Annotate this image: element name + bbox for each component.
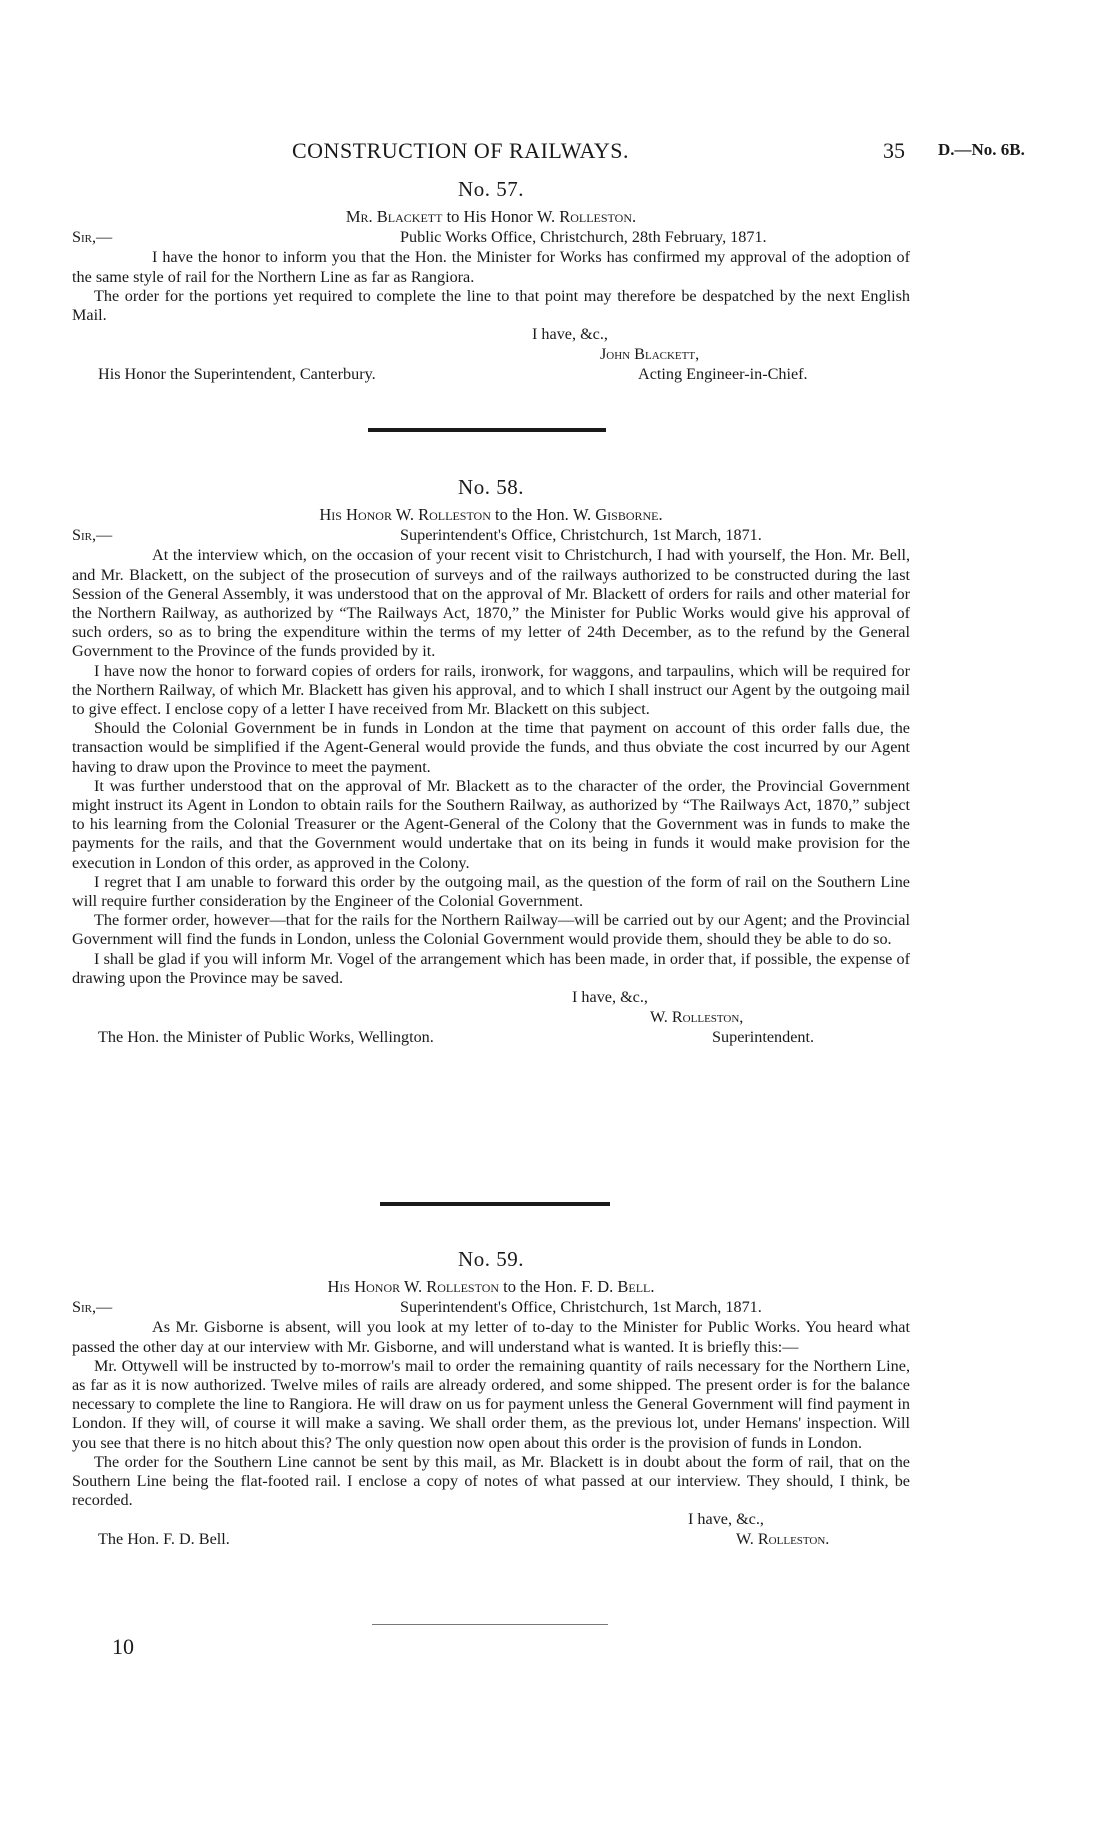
letter-from: His Honor W. Rolleston <box>327 1277 500 1297</box>
running-title: CONSTRUCTION OF RAILWAYS. <box>292 138 630 163</box>
closing: I have, &c., <box>532 325 608 344</box>
signature-block <box>72 988 910 1008</box>
paragraph: I shall be glad if you will inform Mr. Vogel of the arrangement which has been made, in order that, if possible, the expense of drawing upon the Province may be saved. <box>72 949 910 987</box>
paragraph: Mr. Ottywell will be instructed by to-morrow's mail to order the remaining quantity of rails necessary for the Northern Line, as far as it is now authorized. Twelve miles of rails are already ordered, and some shipped. The present order is for the balance necessary to complete the line to Rangiora. He will draw on us for payment unless the General Government will find payment in London. If they will, of course it will make a saving. We shall order them, as the previous lot, under Hemans' inspection. Will you see that there is no hitch about this? The only question now open about this order is the provision of funds in London. <box>72 1356 910 1452</box>
signatory-title: Superintendent. <box>712 1028 815 1047</box>
dateline: Superintendent's Office, Christchurch, 1st March, 1871. <box>400 526 762 545</box>
signatory: W. Rolleston, <box>650 1008 744 1027</box>
signature-folio: 10 <box>112 1634 134 1659</box>
signature-line <box>72 345 910 365</box>
letter-58 <box>72 475 910 1048</box>
running-header <box>0 138 1114 168</box>
letter-59 <box>72 1247 910 1550</box>
paragraph: I have the honor to inform you that the Hon. the Minister for Works has confirmed my approval of the adoption of the same style of rail for the Northern Line as far as Rangiora. <box>72 248 910 286</box>
salutation: Sir,— <box>72 228 113 247</box>
bottom-rule <box>372 1624 608 1625</box>
paragraph: The former order, however—that for the rails for the Northern Railway—will be carried out by our Agent; and the Provincial Government will find the funds in London, unless the Colonial Government would provide them, should they be able to do so. <box>72 911 910 949</box>
letter-to: W. Gisborne. <box>572 505 663 525</box>
signature-line <box>72 1008 910 1028</box>
paragraph: The order for the Southern Line cannot be sent by this mail, as Mr. Blackett is in doubt about the form of rail, that on the Southern Line being the flat-footed rail. I enclose a copy of notes of what passed at our interview. They should, I think, be recorded. <box>72 1452 910 1510</box>
letter-57 <box>72 177 910 385</box>
addressee-line <box>72 1028 910 1048</box>
addressee-line <box>72 1530 910 1550</box>
letter-connector: to the Hon. <box>495 505 569 525</box>
paragraph: At the interview which, on the occasion of your recent visit to Christchurch, I had with yourself, the Hon. Mr. Bell, and Mr. Blackett, on the subject of the prosecution of surveys and of the railways authorized to be constructed during the last Session of the General Assembly, it was understood that on the approval of Mr. Blackett of orders for rails and other material for the Northern Railway, as authorized by “The Railways Act, 1870,” the Minister for Public Works would give his approval of such orders, so as to bring the expenditure within the terms of my letter of 24th December, as to the refund by the General Government to the Province of the funds provided by it. <box>72 546 910 661</box>
addressee-line <box>72 365 910 385</box>
letter-number: No. 57. <box>458 177 524 201</box>
letter-route <box>72 505 910 524</box>
closing: I have, &c., <box>688 1510 764 1529</box>
addressee: His Honor the Superintendent, Canterbury. <box>98 365 376 384</box>
paragraph: I have now the honor to forward copies of orders for rails, ironwork, for waggons, and tarpaulins, which will be required for the Northern Railway, of which Mr. Blackett has given his approval, and to which I shall instruct our Agent by the outgoing mail to give effect. I enclose copy of a letter I have received from Mr. Blackett on this subject. <box>72 661 910 719</box>
letter-connector: to the Hon. <box>503 1277 577 1297</box>
salutation-row <box>72 1298 910 1318</box>
signatory: John Blackett, <box>600 345 700 364</box>
letter-connector: to His Honor <box>446 207 533 227</box>
letter-route <box>72 207 910 226</box>
section-divider <box>380 1202 610 1206</box>
signature-block <box>72 325 910 345</box>
page-number: 35 <box>883 138 905 163</box>
addressee: The Hon. the Minister of Public Works, Wellington. <box>98 1028 434 1047</box>
paragraph: I regret that I am unable to forward this order by the outgoing mail, as the question of the form of rail on the Southern Line will require further consideration by the Engineer of the Colonial Government. <box>72 872 910 911</box>
letter-number: No. 59. <box>458 1247 524 1271</box>
section-divider <box>368 428 606 432</box>
dateline: Superintendent's Office, Christchurch, 1st March, 1871. <box>400 1298 762 1317</box>
letter-from: Mr. Blackett <box>345 207 443 227</box>
salutation-row <box>72 526 910 546</box>
paragraph: It was further understood that on the approval of Mr. Blackett as to the character of the order, the Provincial Government might instruct its Agent in London to obtain rails for the Southern Railway, as authorized by “The Railways Act, 1870,” subject to his learning from the Colonial Treasurer or the Agent-General of the Colony that the Government was in funds to make the payments for the rails, and that the Government would undertake that on its being in funds it would make provision for the execution in London of this order, as approved in the Colony. <box>72 776 910 872</box>
addressee: The Hon. F. D. Bell. <box>98 1530 230 1549</box>
letter-to: F. D. Bell. <box>581 1277 655 1297</box>
letter-to: W. Rolleston. <box>536 207 637 227</box>
paragraph: As Mr. Gisborne is absent, will you look at my letter of to-day to the Minister for Public Works. You heard what passed the other day at our interview with Mr. Gisborne, and will understand what is wanted. It is briefly this:— <box>72 1318 910 1356</box>
paragraph: The order for the portions yet required to complete the line to that point may therefore be despatched by the next English Mail. <box>72 286 910 325</box>
signatory-title: Acting Engineer-in-Chief. <box>638 365 808 384</box>
salutation-row <box>72 228 910 248</box>
salutation: Sir,— <box>72 1298 113 1317</box>
paragraph: Should the Colonial Government be in funds in London at the time that payment on account of this order falls due, the transaction would be simplified if the Agent-General would provide the funds, and thus obviate the cost incurred by our Agent having to draw upon the Province to meet the payment. <box>72 719 910 776</box>
signatory: W. Rolleston. <box>736 1530 830 1549</box>
signature-block <box>72 1510 910 1530</box>
closing: I have, &c., <box>572 988 648 1007</box>
dateline: Public Works Office, Christchurch, 28th February, 1871. <box>400 228 767 247</box>
salutation: Sir,— <box>72 526 113 545</box>
document-reference: D.—No. 6B. <box>938 140 1025 159</box>
letter-number: No. 58. <box>458 475 524 499</box>
letter-route <box>72 1277 910 1296</box>
letter-from: His Honor W. Rolleston <box>319 505 491 525</box>
